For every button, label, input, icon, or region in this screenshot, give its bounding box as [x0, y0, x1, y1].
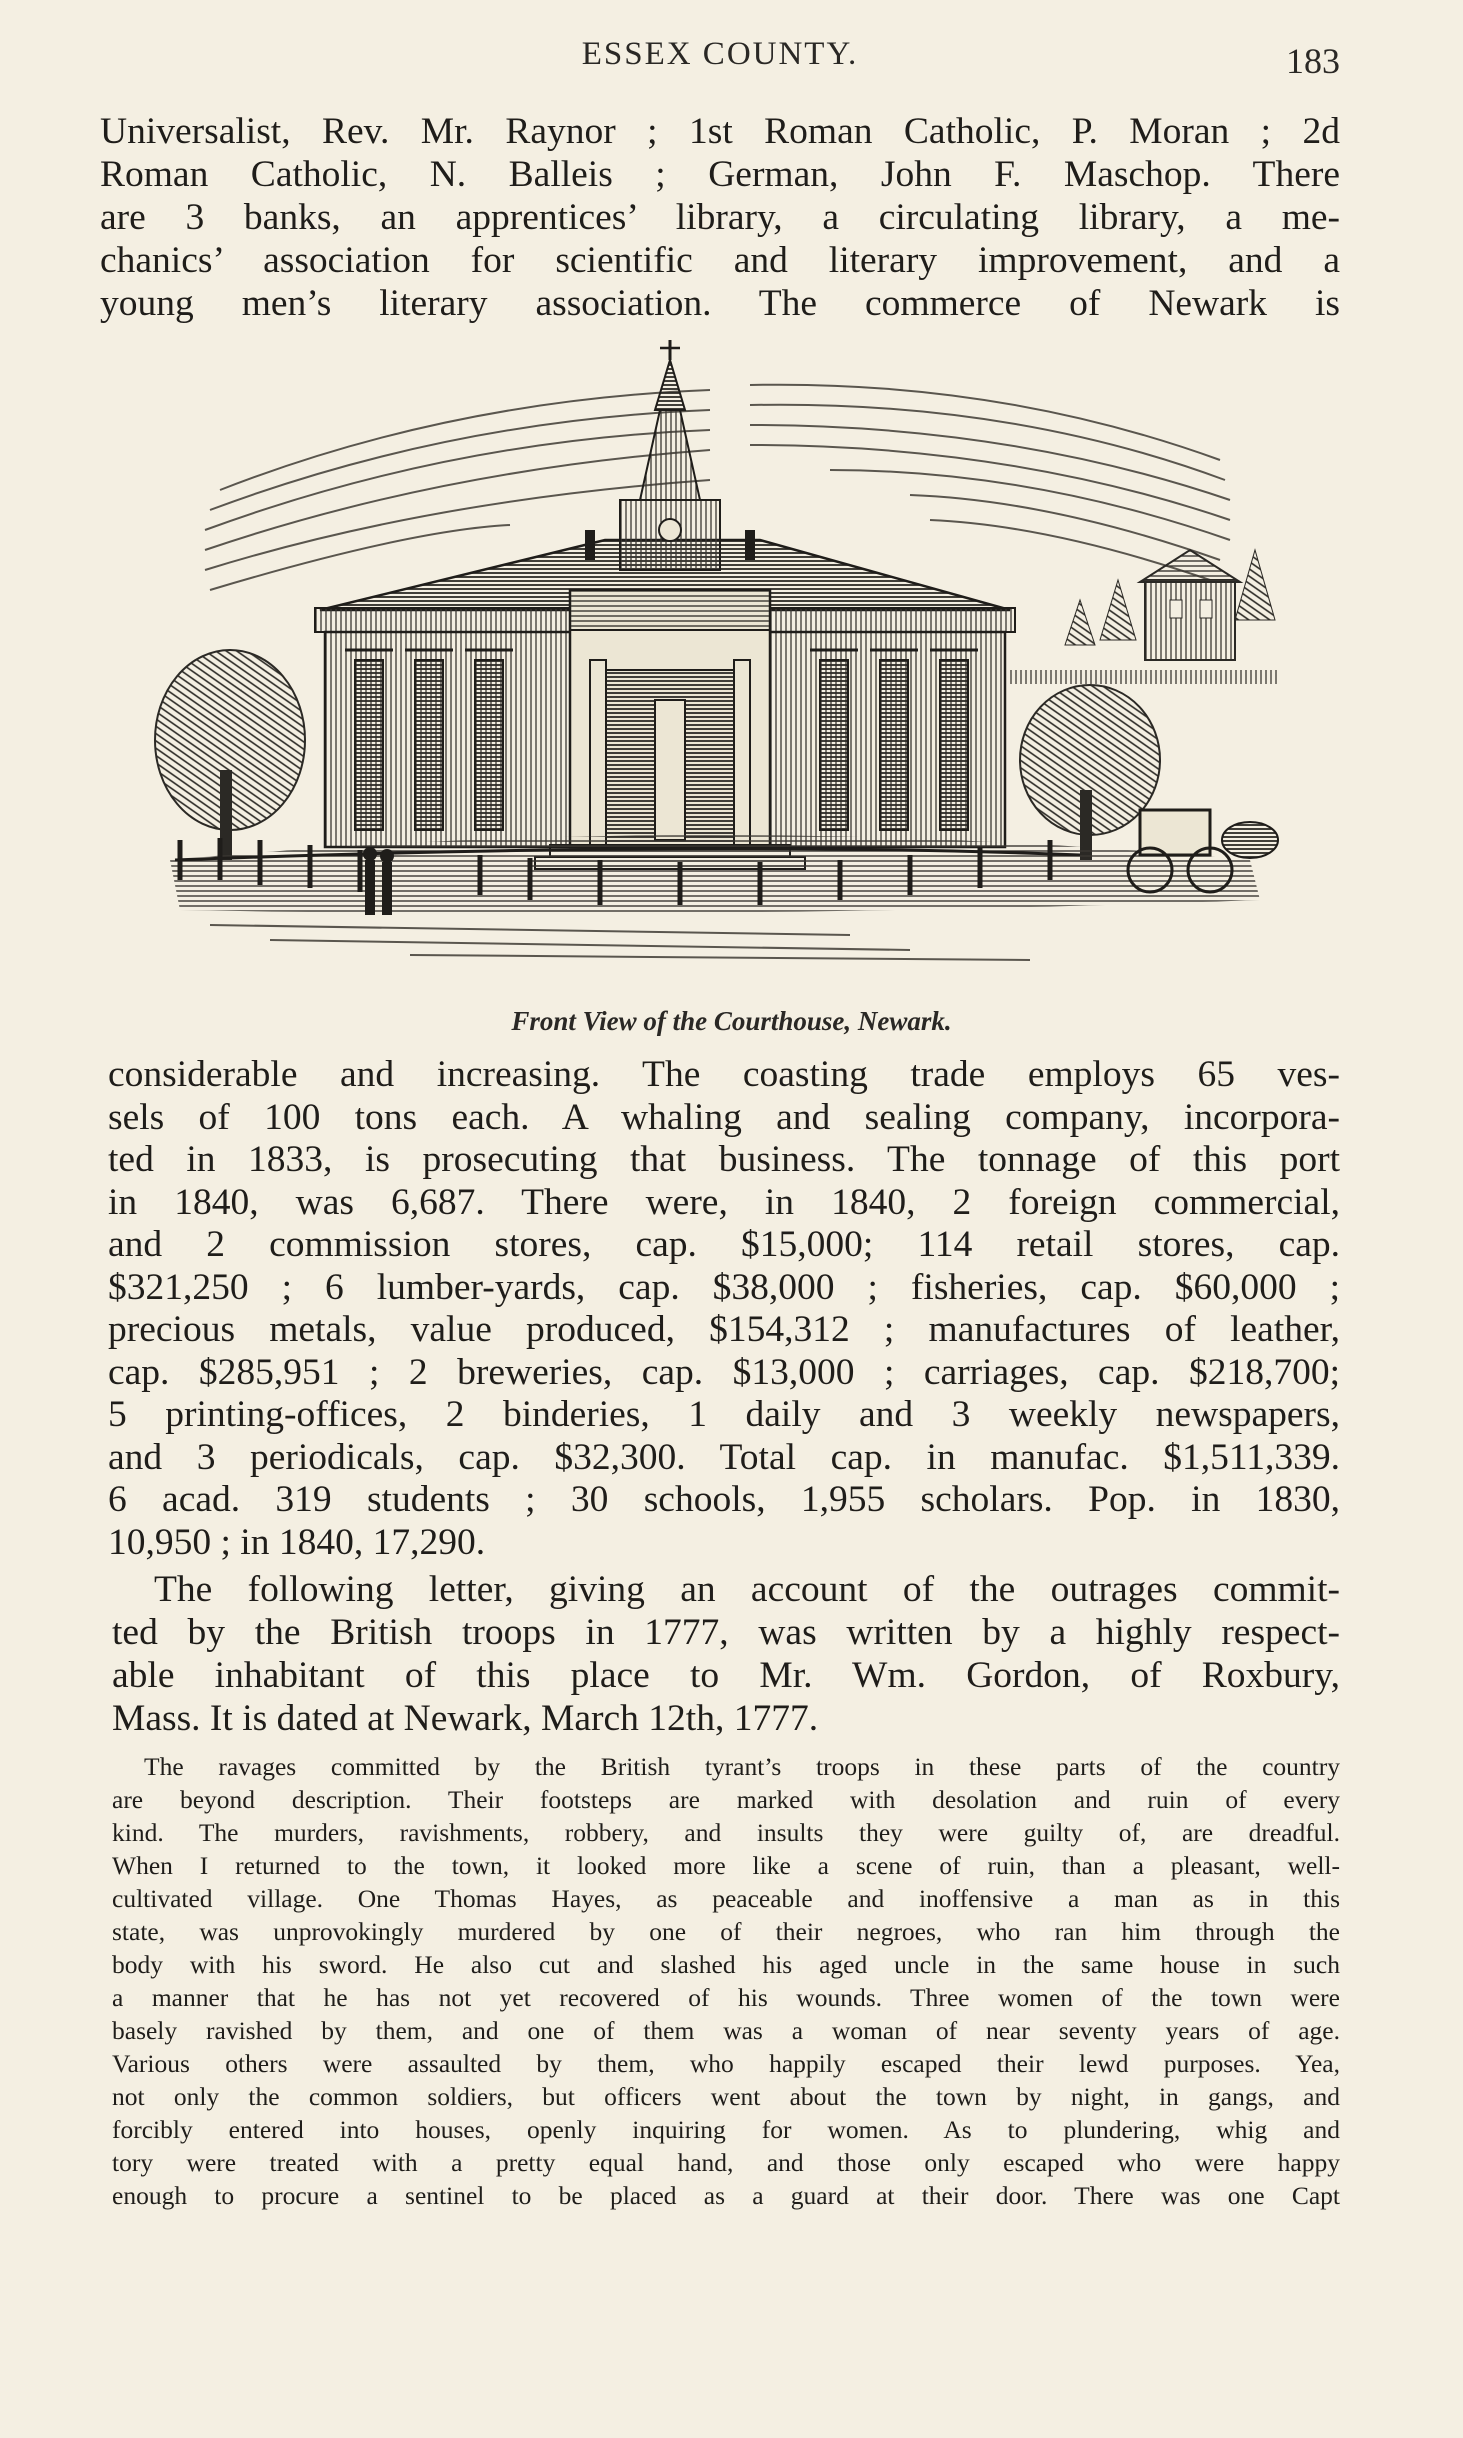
- text-line: considerable and increasing. The coasting trade employs 65 ves-: [108, 1054, 1340, 1095]
- text-line: a manner that he has not yet recovered of his wounds. Three women of the town were: [112, 1983, 1340, 2012]
- text-line: not only the common soldiers, but officers went about the town by night, in gangs, and: [112, 2082, 1340, 2111]
- text-line: ted by the British troops in 1777, was written by a highly respect-: [112, 1612, 1340, 1653]
- running-head: [100, 36, 1340, 86]
- text-line: Universalist, Rev. Mr. Raynor ; 1st Roman Catholic, P. Moran ; 2d: [100, 111, 1340, 152]
- letter-quotation: [112, 1750, 1340, 2212]
- text-line: When I returned to the town, it looked more like a scene of ruin, than a pleasant, well-: [112, 1851, 1340, 1880]
- page-number: 183: [1286, 41, 1340, 81]
- text-line: and 3 periodicals, cap. $32,300. Total cap. in manufac. $1,511,339.: [108, 1436, 1340, 1478]
- text-line: kind. The murders, ravishments, robbery, and insults they were guilty of, are dreadful.: [112, 1818, 1340, 1847]
- text-line: state, was unprovokingly murdered by one of their negroes, who ran him through the: [112, 1917, 1340, 1946]
- text-line: 6 acad. 319 students ; 30 schools, 1,955 scholars. Pop. in 1830,: [108, 1479, 1340, 1520]
- text-line: precious metals, value produced, $154,312 ; manufactures of leather,: [108, 1309, 1340, 1350]
- text-line: and 2 commission stores, cap. $15,000; 114 retail stores, cap.: [108, 1224, 1340, 1265]
- text-line: 5 printing-offices, 2 binderies, 1 daily and 3 weekly newspapers,: [108, 1394, 1340, 1435]
- text-line: enough to procure a sentinel to be placed as a guard at their door. There was one Capt: [112, 2181, 1340, 2210]
- courthouse-building: [315, 340, 1015, 869]
- text-line: in 1840, was 6,687. There were, in 1840, 2 foreign commercial,: [108, 1181, 1340, 1223]
- text-line: are 3 banks, an apprentices’ library, a circulating library, a me-: [100, 197, 1340, 238]
- text-line: The following letter, giving an account of the outrages commit-: [154, 1569, 1340, 1610]
- text-line: cap. $285,951 ; 2 breweries, cap. $13,000 ; carriages, cap. $218,700;: [108, 1351, 1340, 1393]
- left-trees: [155, 650, 305, 860]
- paragraph-top: [100, 110, 1340, 325]
- text-line: $321,250 ; 6 lumber-yards, cap. $38,000 ; fisheries, cap. $60,000 ;: [108, 1266, 1340, 1308]
- paragraph-letter-intro: [112, 1568, 1340, 1740]
- text-line: cultivated village. One Thomas Hayes, as peaceable and inoffensive a man as in this: [112, 1884, 1340, 1913]
- illustration-caption: Front View of the Courthouse, Newark.: [511, 1006, 952, 1036]
- text-line: Roman Catholic, N. Balleis ; German, John F. Maschop. There: [100, 154, 1340, 195]
- text-line: basely ravished by them, and one of them was a woman of near seventy years of age.: [112, 2016, 1340, 2045]
- text-line: Various others were assaulted by them, who happily escaped their lewd purposes. Yea,: [112, 2049, 1340, 2078]
- text-line: are beyond description. Their footsteps are marked with desolation and ruin of every: [112, 1785, 1340, 1814]
- text-line: Mass. It is dated at Newark, March 12th, 1777.: [112, 1698, 819, 1739]
- text-line: body with his sword. He also cut and slashed his aged uncle in the same house in such: [112, 1950, 1340, 1979]
- text-line: chanics’ association for scientific and literary improvement, and a: [100, 240, 1340, 281]
- text-line: young men’s literary association. The commerce of Newark is: [100, 283, 1340, 324]
- background-house: [1010, 550, 1280, 684]
- text-line: sels of 100 tons each. A whaling and sealing company, incorpora-: [108, 1096, 1340, 1138]
- text-line: 10,950 ; in 1840, 17,290.: [108, 1521, 486, 1563]
- paragraph-commerce: [108, 1054, 1340, 1564]
- text-line: tory were treated with a pretty equal hand, and those only escaped who were happy: [112, 2148, 1340, 2177]
- courthouse-engraving: [150, 340, 1290, 980]
- running-title: ESSEX COUNTY.: [581, 36, 859, 72]
- text-line: ted in 1833, is prosecuting that business. The tonnage of this port: [108, 1139, 1340, 1180]
- text-line: able inhabitant of this place to Mr. Wm. Gordon, of Roxbury,: [112, 1655, 1340, 1696]
- text-line: forcibly entered into houses, openly inquiring for women. As to plundering, whig and: [112, 2115, 1340, 2144]
- text-line: The ravages committed by the British tyrant’s troops in these parts of the country: [144, 1752, 1340, 1781]
